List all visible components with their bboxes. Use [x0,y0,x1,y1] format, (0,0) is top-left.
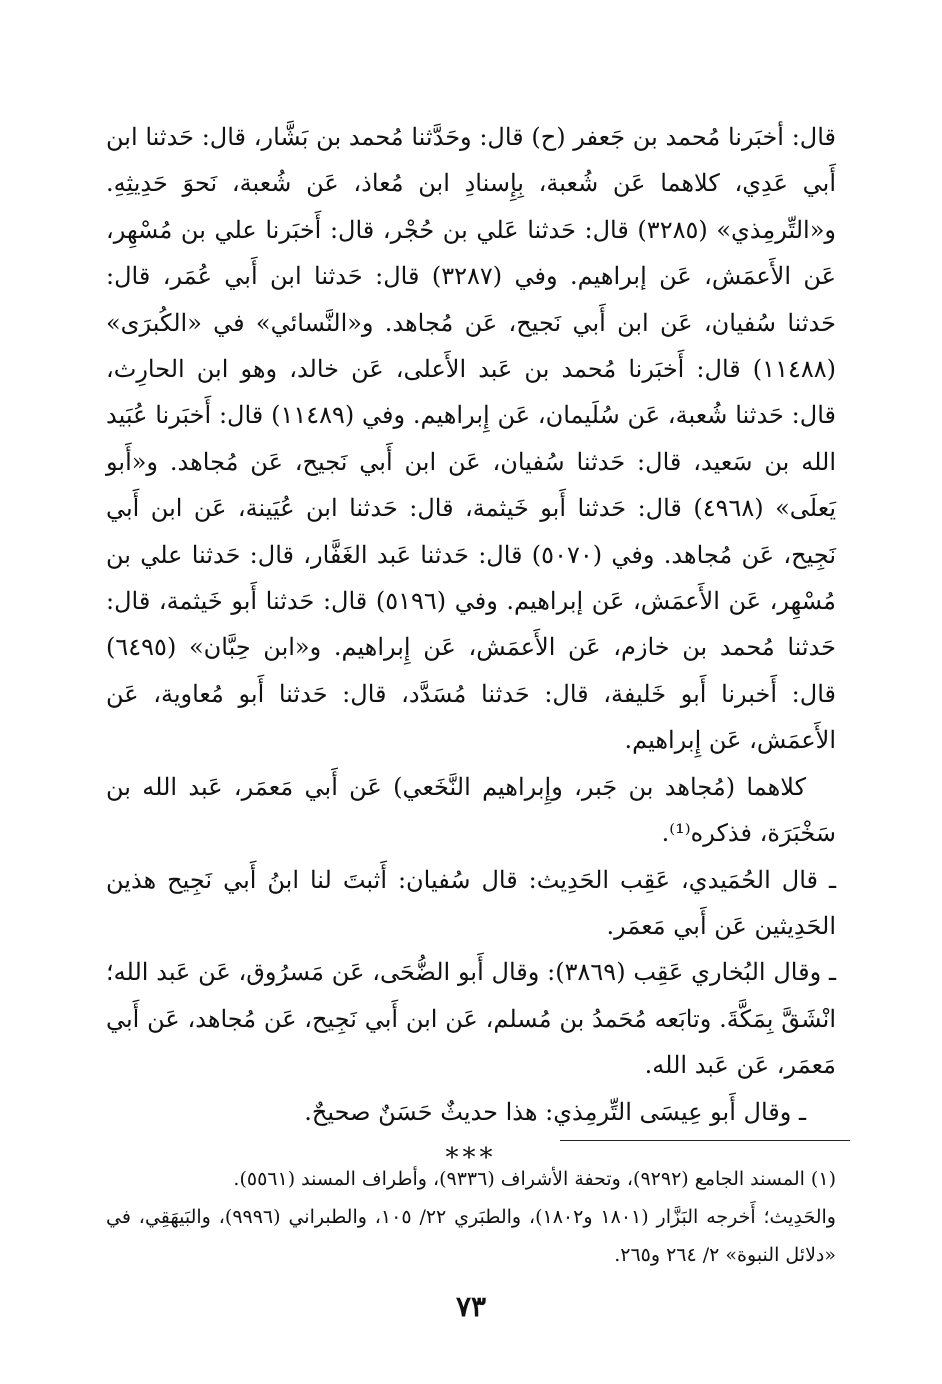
hadith-sources-paragraph: قال: أخبَرنا مُحمد بن جَعفر (ح) قال: وحَدَّثنا مُحمد بن بَشَّار، قال: حَدثنا ابن أَبي عَدِي، كلاهما عَن شُعبة، بِإِسنادِ ابن مُعاذ، عَن شُعبة، نَحوَ حَدِيثِهِ. و«التِّرمِذي» (٣٢٨٥) قال: حَدثنا عَلي بن حُجْر، قال: أَخبَرنا علي بن مُسْهِر، عَن الأَعمَش، عَن إبراهيم. وفي (٣٢٨٧) قال: حَدثنا ابن أَبي عُمَر، قال: حَدثنا سُفيان، عَن ابن أَبي نَجيح، عَن مُجاهد. و«النَّسائي» في «الكُبرَى» (١١٤٨٨) قال: أَخبَرنا مُحمد بن عَبد الأَعلى، عَن خالد، وهو ابن الحارِث، قال: حَدثنا شُعبة، عَن سُلَيمان، عَن إِبراهيم. وفي (١١٤٨٩) قال: أَخبَرنا عُبَيد الله بن سَعيد، قال: حَدثنا سُفيان، عَن ابن أَبي نَجيح، عَن مُجاهد. و«أَبو يَعلَى» (٤٩٦٨) قال: حَدثنا أَبو خَيثمة، قال: حَدثنا ابن عُيَينة، عَن ابن أَبي نَجِيح، عَن مُجاهد. وفي (٥٠٧٠) قال: حَدثنا عَبد الغَفَّار، قال: حَدثنا علي بن مُسْهِر، عَن الأَعمَش، عَن إبراهيم. وفي (٥١٩٦) قال: حَدثنا أَبو خَيثمة، قال: حَدثنا مُحمد بن خازم، عَن الأَعمَش، عَن إِبراهيم. و«ابن حِبَّان» (٦٤٩٥) قال: أَخبرنا أَبو خَليفة، قال: حَدثنا مُسَدَّد، قال: حَدثنا أَبو مُعاوية، عَن الأَعمَش، عَن إِبراهيم. [106,123,837,755]
footnotes [106,1160,836,1274]
humaydi-comment-paragraph: ـ قال الحُمَيدي، عَقِب الحَدِيث: قال سُفيان: أَثبتَ لنا ابنُ أَبي نَجِيح هذين الحَدِيثين عَن أَبي مَعمَر. [106,865,836,940]
bukhari-comment-paragraph: ـ وقال البُخاري عَقِب (٣٨٦٩): وقال أَبو الضُّحَى، عَن مَسرُوق، عَن عَبد الله؛ انْشَقَّ بِمَكَّةَ. وتابَعه مُحَمدُ بن مُسلم، عَن ابن أَبي نَجِيح، عَن مُجاهد، عَن أَبي مَعمَر، عَن عَبد الله. [106,958,837,1080]
tirmidhi-grading-paragraph: ـ وقال أَبو عِيسَى التِّرمِذي: هذا حديثٌ حَسَنٌ صحيحٌ. [304,1097,806,1126]
section-separator: *** [445,1142,497,1173]
chain-summary-paragraph: كلاهما (مُجاهد بن جَبر، وإِبراهيم النَّخَعي) عَن أَبي مَعمَر، عَبد الله بن سَخْبَرَة، فذكره⁽¹⁾. [106,772,836,848]
page-number: ٧٣ [455,1290,487,1323]
footnote-1: (١) المسند الجامع (٩٢٩٢)، وتحفة الأشراف (٩٣٣٦)، وأطراف المسند (٥٥٦١). [233,1168,836,1190]
footnote-divider [560,1140,850,1141]
main-text [106,114,836,1181]
footnote-1-continued: والحَدِيث؛ أَخرجه البَزَّار (١٨٠١ و١٨٠٢)، والطبَري ٢٢/ ١٠٥، والطبراني (٩٩٩٦)، والبَيهَقِي، في «دلائل النبوة» ٢/ ٢٦٤ و٢٦٥. [106,1206,836,1266]
